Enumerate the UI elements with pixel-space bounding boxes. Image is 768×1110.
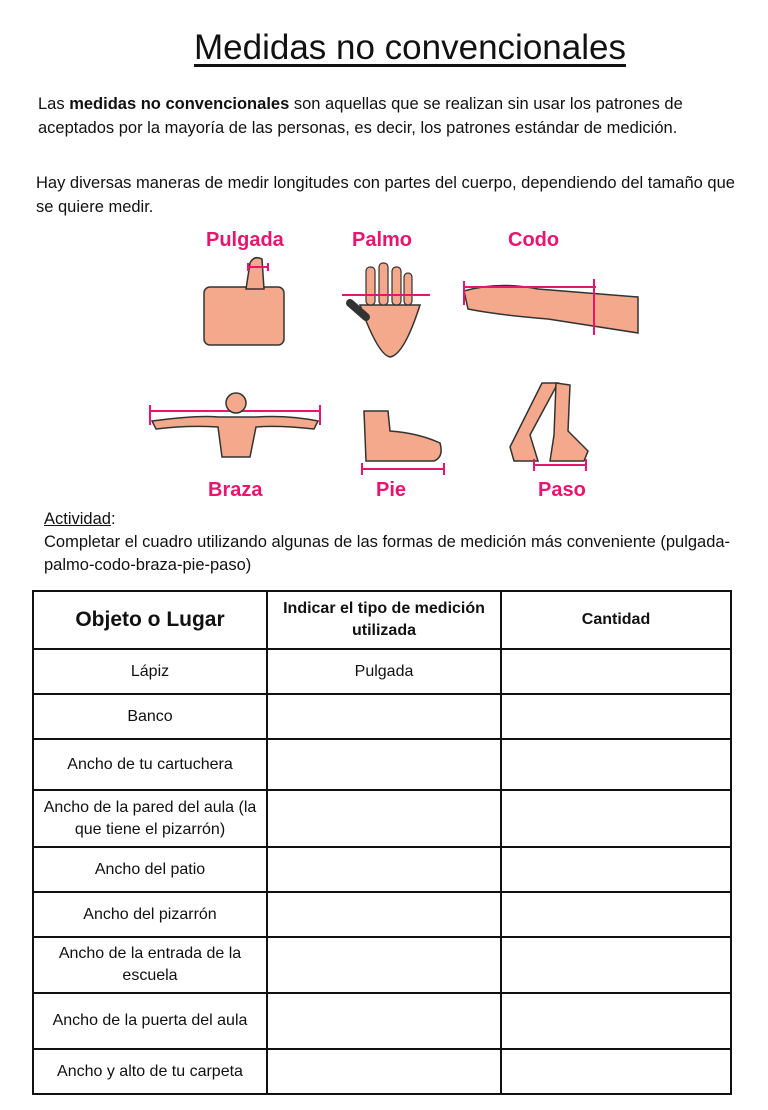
cell-amount[interactable] [501, 790, 731, 847]
cell-object: Lápiz [33, 649, 267, 694]
intro-rest: son aquellas que se realizan sin usar los patrones de aceptados por la mayoría de las personas, es decir, los patrones estándar de medición. [38, 95, 683, 137]
table-row [33, 892, 731, 937]
step-icon [510, 383, 588, 471]
label-pulgada: Pulgada [206, 229, 284, 251]
table-row [33, 847, 731, 892]
label-braza: Braza [208, 479, 263, 501]
cell-object: Banco [33, 694, 267, 739]
cell-type[interactable] [267, 790, 501, 847]
header-measure-type: Indicar el tipo de medición utilizada [267, 591, 501, 649]
table-row [33, 739, 731, 790]
thumb-icon [204, 258, 284, 345]
intro-paragraph-2: Hay diversas maneras de medir longitudes con partes del cuerpo, dependiendo del tamaño que se quiere medir. [36, 174, 735, 216]
table-row [33, 790, 731, 847]
header-object: Objeto o Lugar [33, 591, 267, 649]
cell-type[interactable] [267, 694, 501, 739]
table-row [33, 937, 731, 993]
table-row [33, 649, 731, 694]
table-row [33, 694, 731, 739]
foot-icon [362, 411, 444, 475]
intro-bold-term: medidas no convencionales [69, 95, 290, 113]
palm-icon [342, 263, 430, 357]
cell-object: Ancho y alto de tu carpeta [33, 1049, 267, 1094]
intro-prefix: Las [38, 95, 70, 113]
cell-type[interactable] [267, 1049, 501, 1094]
cell-amount[interactable] [501, 649, 731, 694]
header-amount: Cantidad [501, 591, 731, 649]
label-codo: Codo [508, 229, 560, 251]
label-palmo: Palmo [352, 229, 413, 251]
activity-instruction: Completar el cuadro utilizando algunas de las formas de medición más conveniente (pulgada-palmo-codo-braza-pie-paso) [44, 533, 731, 574]
cell-type[interactable]: Pulgada [267, 649, 501, 694]
cell-object: Ancho del patio [33, 847, 267, 892]
cell-type[interactable] [267, 847, 501, 892]
cell-object: Ancho de tu cartuchera [33, 739, 267, 790]
cell-type[interactable] [267, 739, 501, 790]
label-pie: Pie [376, 479, 407, 501]
cell-amount[interactable] [501, 937, 731, 993]
cell-amount[interactable] [501, 892, 731, 937]
cell-object: Ancho de la entrada de la escuela [33, 937, 267, 993]
activity-heading: Actividad [44, 510, 111, 528]
cell-amount[interactable] [501, 993, 731, 1049]
forearm-icon [464, 279, 638, 335]
cell-object: Ancho de la pared del aula (la que tiene el pizarrón) [33, 790, 267, 847]
cell-amount[interactable] [501, 1049, 731, 1094]
table-row [33, 993, 731, 1049]
page-title: Medidas no convencionales [194, 28, 626, 67]
cell-type[interactable] [267, 993, 501, 1049]
cell-object: Ancho de la puerta del aula [33, 993, 267, 1049]
activity-section: Actividad: Completar el cuadro utilizando algunas de las formas de medición más conveniente (pulgada-palmo-codo-braza-pie-paso) [44, 508, 744, 577]
cell-amount[interactable] [501, 694, 731, 739]
cell-amount[interactable] [501, 739, 731, 790]
body-measures-figure [138, 225, 658, 505]
measurement-table [32, 590, 732, 1095]
armspan-icon [150, 393, 320, 457]
cell-type[interactable] [267, 937, 501, 993]
label-paso: Paso [538, 479, 586, 501]
cell-object: Ancho del pizarrón [33, 892, 267, 937]
table-header-row [33, 591, 731, 649]
cell-type[interactable] [267, 892, 501, 937]
intro-paragraph [38, 92, 738, 140]
table-row [33, 1049, 731, 1094]
cell-amount[interactable] [501, 847, 731, 892]
illustrations [138, 225, 658, 505]
